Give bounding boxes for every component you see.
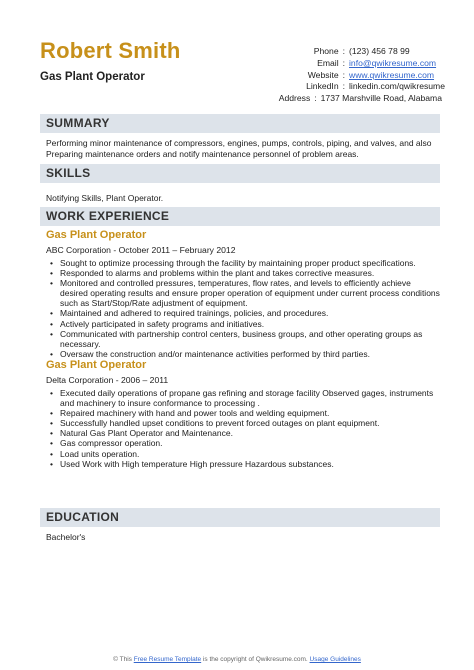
job-company: Delta Corporation - 2006 – 2011 <box>46 375 169 385</box>
list-item: • Used Work with High temperature High pressure Hazardous substances. <box>50 459 440 469</box>
section-title-skills: SKILLS <box>46 166 91 180</box>
phone-value: (123) 456 78 99 <box>349 46 410 56</box>
list-item: • Natural Gas Plant Operator and Maintenance. <box>50 428 440 438</box>
contact-address <box>279 93 442 105</box>
job-title: Gas Plant Operator <box>46 359 147 371</box>
education-section-header <box>40 508 440 527</box>
education-text: Bachelor's <box>46 532 86 542</box>
list-item: • Monitored and controlled pressures, temperatures, flow rates, and levels to efficiently achieve desired operating results and ensure proper operation of equipment under current process conditions such as Start/Stop/Rate adjustment of equipment. <box>50 278 440 308</box>
list-item: • Successfully handled upset conditions to prevent forced outages on plant equipment. <box>50 418 440 428</box>
summary-text: Performing minor maintenance of compressors, engines, pumps, controls, piping, and valves, and also Preparing maintenance orders and notify maintenance personnel of problem areas. <box>46 138 432 159</box>
section-title-education: EDUCATION <box>46 510 120 524</box>
address-label: Address <box>278 93 311 104</box>
contact-email <box>279 58 442 70</box>
skills-section-header <box>40 164 440 183</box>
resume-header <box>37 38 445 104</box>
phone-label: Phone <box>313 46 339 56</box>
job-company: ABC Corporation - October 2011 – February 2012 <box>46 245 236 255</box>
summary-section-header <box>40 114 440 133</box>
list-item: • Oversaw the construction and/or maintenance activities performed by third parties. <box>50 349 440 359</box>
usage-guidelines-link[interactable]: Usage Guidelines <box>309 656 361 663</box>
candidate-title: Gas Plant Operator <box>40 71 145 83</box>
separator: : <box>314 93 317 104</box>
list-item: • Repaired machinery with hand and power tools and welding equipment. <box>50 408 440 418</box>
job-bullets <box>50 388 440 469</box>
address-value: 1737 Marshville Road, Alabama <box>320 93 442 104</box>
linkedin-value: linkedin.com/qwikresume <box>349 81 445 92</box>
separator: : <box>342 69 345 80</box>
list-item: • Actively participated in safety programs and initiatives. <box>50 319 440 329</box>
list-item: • Load units operation. <box>50 449 440 459</box>
email-link[interactable]: info@qwikresume.com <box>349 57 437 68</box>
website-link[interactable]: www.qwikresume.com <box>349 69 435 80</box>
contact-linkedin <box>279 81 445 93</box>
skills-text: Notifying Skills, Plant Operator. <box>46 193 164 203</box>
list-item: • Maintained and adhered to required trainings, policies, and procedures. <box>50 308 440 318</box>
list-item: • Gas compressor operation. <box>50 438 440 448</box>
separator: : <box>342 57 345 68</box>
job-title: Gas Plant Operator <box>46 229 147 241</box>
email-label: Email <box>317 57 339 68</box>
section-title-summary: SUMMARY <box>46 116 110 130</box>
contact-website <box>279 70 442 82</box>
job-bullets <box>50 258 440 359</box>
footer <box>0 656 474 663</box>
website-label: Website <box>307 69 339 80</box>
separator: : <box>342 81 345 92</box>
footer-middle: is the copyright of Qwikresume.com. <box>202 656 308 663</box>
list-item: • Sought to optimize processing through the facility by maintaining proper product specifications. <box>50 258 440 268</box>
experience-section-header <box>40 207 440 226</box>
section-title-experience: WORK EXPERIENCE <box>46 209 170 223</box>
list-item: • Responded to alarms and problems within the plant and takes corrective measures. <box>50 268 440 278</box>
footer-prefix: © This <box>113 656 132 663</box>
list-item: • Executed daily operations of propane gas refining and storage facility Observed gages, instruments and machinery to insure conformance to processing . <box>50 388 440 408</box>
contact-block <box>278 46 445 105</box>
contact-phone <box>279 46 442 58</box>
free-resume-template-link[interactable]: Free Resume Template <box>133 656 202 663</box>
list-item: • Communicated with partnership control centers, business groups, and other operating groups as necessary. <box>50 329 440 349</box>
separator: : <box>342 46 345 56</box>
candidate-name: Robert Smith <box>40 38 181 63</box>
linkedin-label: LinkedIn <box>306 81 339 92</box>
